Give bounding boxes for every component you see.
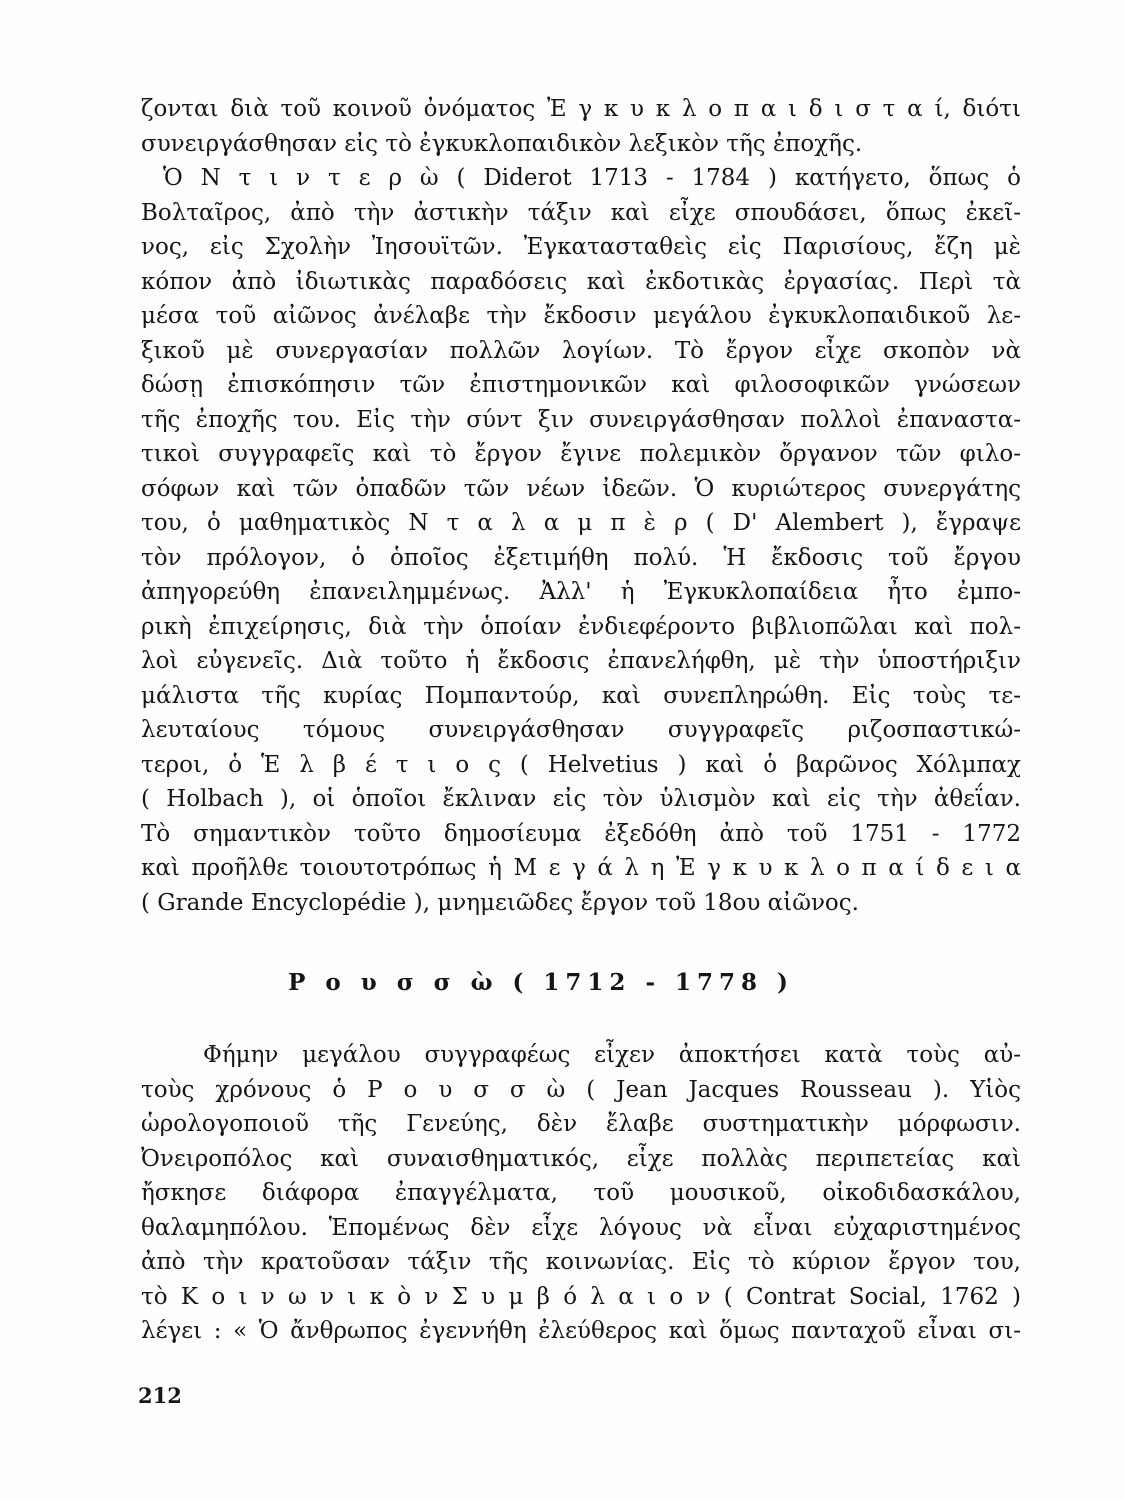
text-line: Ὁ Ν τ ι ν τ ε ρ ὼ ( Diderot 1713 - 1784 ) κατήγετο, ὅπως ὁ bbox=[163, 165, 1021, 191]
text-line: ἀπηγορεύθη ἐπανειλημμένως. Ἀλλ' ἡ Ἐγκυκλοπαίδεια ἦτο ἐμπο- bbox=[141, 579, 1021, 605]
text-line: θαλαμηπόλου. Ἑπομένως δὲν εἶχε λόγους νὰ εἶναι εὐχαριστημένος bbox=[141, 1214, 1021, 1241]
text-line: τῆς ἐποχῆς του. Εἰς τὴν σύντ ξιν συνειργάσθησαν πολλοὶ ἐπαναστα- bbox=[141, 406, 1021, 433]
text-line: ρικὴ ἐπιχείρησις, διὰ τὴν ὁποίαν ἐνδιεφέροντο βιβλιοπῶλαι καὶ πολ- bbox=[141, 613, 1021, 640]
text-line: καὶ προῆλθε τοιουτοτρόπως ἡ Μ ε γ ά λ η Ἐ γ κ υ κ λ ο π α ί δ ε ι α bbox=[141, 855, 1021, 881]
text-line: συνειργάσθησαν εἰς τὸ ἐγκυκλοπαιδικὸν λεξικὸν τῆς ἐποχῆς. bbox=[141, 130, 863, 157]
text-line: λέγει : « Ὁ ἄνθρωπος ἐγεννήθη ἐλεύθερος καὶ ὅμως πανταχοῦ εἶναι σι- bbox=[141, 1318, 1021, 1344]
paragraph-rousseau bbox=[141, 1038, 1021, 1349]
text-line: τὸ Κ ο ι ν ω ν ι κ ὸ ν Σ υ μ β ό λ α ι ο ν ( Contrat Social, 1762 ) bbox=[141, 1283, 1021, 1310]
text-line: κόπον ἀπὸ ἰδιωτικὰς παραδόσεις καὶ ἐκδοτικὰς ἐργασίας. Περὶ τὰ bbox=[141, 268, 1021, 295]
text-line: τοὺς χρόνους ὁ Ρ ο υ σ σ ὼ ( Jean Jacques Rousseau ). Υἱὸς bbox=[141, 1076, 1021, 1103]
text-line: ὡρολογοποιοῦ τῆς Γενεύης, δὲν ἔλαβε συστηματικὴν μόρφωσιν. bbox=[141, 1111, 1021, 1137]
text-line: τεροι, ὁ Ἑ λ β έ τ ι ο ς ( Helvetius ) καὶ ὁ βαρῶνος Χόλμπαχ bbox=[141, 751, 1021, 778]
text-line: ( Holbach ), οἱ ὁποῖοι ἔκλιναν εἰς τὸν ὑλισμὸν καὶ εἰς τὴν ἀθεΐαν. bbox=[141, 786, 1021, 812]
text-line: ἤσκησε διάφορα ἐπαγγέλματα, τοῦ μουσικοῦ, οἰκοδιδασκάλου, bbox=[141, 1180, 1021, 1206]
page-number: 212 bbox=[138, 1383, 182, 1408]
text-line: μέσα τοῦ αἰῶνος ἀνέλαβε τὴν ἔκδοσιν μεγάλου ἐγκυκλοπαιδικοῦ λε- bbox=[141, 303, 1021, 329]
text-line: τικοὶ συγγραφεῖς καὶ τὸ ἔργον ἔγινε πολεμικὸν ὄργανον τῶν φιλο- bbox=[141, 441, 1021, 467]
text-line: δώσῃ ἐπισκόπησιν τῶν ἐπιστημονικῶν καὶ φιλοσοφικῶν γνώσεων bbox=[141, 372, 1021, 398]
text-line: Φήμην μεγάλου συγγραφέως εἶχεν ἀποκτήσει κατὰ τοὺς αὐ- bbox=[203, 1042, 1021, 1068]
text-line: ζονται διὰ τοῦ κοινοῦ ὀνόματος Ἐ γ κ υ κ λ ο π α ι δ ι σ τ α ί, διότι bbox=[141, 96, 1021, 122]
text-line: Βολταῖρος, ἀπὸ τὴν ἀστικὴν τάξιν καὶ εἶχε σπουδάσει, ὅπως ἐκεῖ- bbox=[141, 199, 1021, 226]
section-heading-rousseau: Ρ ο υ σ σ ὼ ( 1712 - 1778 ) bbox=[288, 969, 794, 996]
text-line: του, ὁ μαθηματικὸς Ν τ α λ α μ π ὲ ρ ( D' Alembert ), ἔγραψε bbox=[141, 510, 1021, 536]
text-line: ἀπὸ τὴν κρατοῦσαν τάξιν τῆς κοινωνίας. Εἰς τὸ κύριον ἔργον του, bbox=[141, 1249, 1021, 1275]
text-line: σόφων καὶ τῶν ὀπαδῶν τῶν νέων ἰδεῶν. Ὁ κυριώτερος συνεργάτης bbox=[141, 475, 1021, 502]
text-line: μάλιστα τῆς κυρίας Πομπαντούρ, καὶ συνεπληρώθη. Εἰς τοὺς τε- bbox=[141, 682, 1021, 709]
text-line: τὸν πρόλογον, ὁ ὁποῖος ἐξετιμήθη πολύ. Ἡ ἔκδοσις τοῦ ἔργου bbox=[141, 544, 1021, 571]
text-line: λευταίους τόμους συνειργάσθησαν συγγραφεῖς ριζοσπαστικώ- bbox=[141, 717, 1021, 743]
text-line: ( Grande Encyclopédie ), μνημειῶδες ἔργον τοῦ 18ου αἰῶνος. bbox=[141, 889, 859, 916]
text-line: Τὸ σημαντικὸν τοῦτο δημοσίευμα ἐξεδόθη ἀπὸ τοῦ 1751 - 1772 bbox=[141, 820, 1021, 847]
paragraph-encyclopedists bbox=[141, 92, 1021, 920]
text-line: λοὶ εὐγενεῖς. Διὰ τοῦτο ἡ ἔκδοσις ἐπανελήφθη, μὲ τὴν ὑποστήριξιν bbox=[141, 648, 1021, 674]
text-line: Ὀνειροπόλος καὶ συναισθηματικός, εἶχε πολλὰς περιπετείας καὶ bbox=[141, 1145, 1021, 1172]
text-line: ξικοῦ μὲ συνεργασίαν πολλῶν λογίων. Τὸ ἔργον εἶχε σκοπὸν νὰ bbox=[141, 337, 1021, 364]
text-line: νος, εἰς Σχολὴν Ἰησουϊτῶν. Ἐγκατασταθεὶς εἰς Παρισίους, ἔζη μὲ bbox=[141, 234, 1021, 260]
